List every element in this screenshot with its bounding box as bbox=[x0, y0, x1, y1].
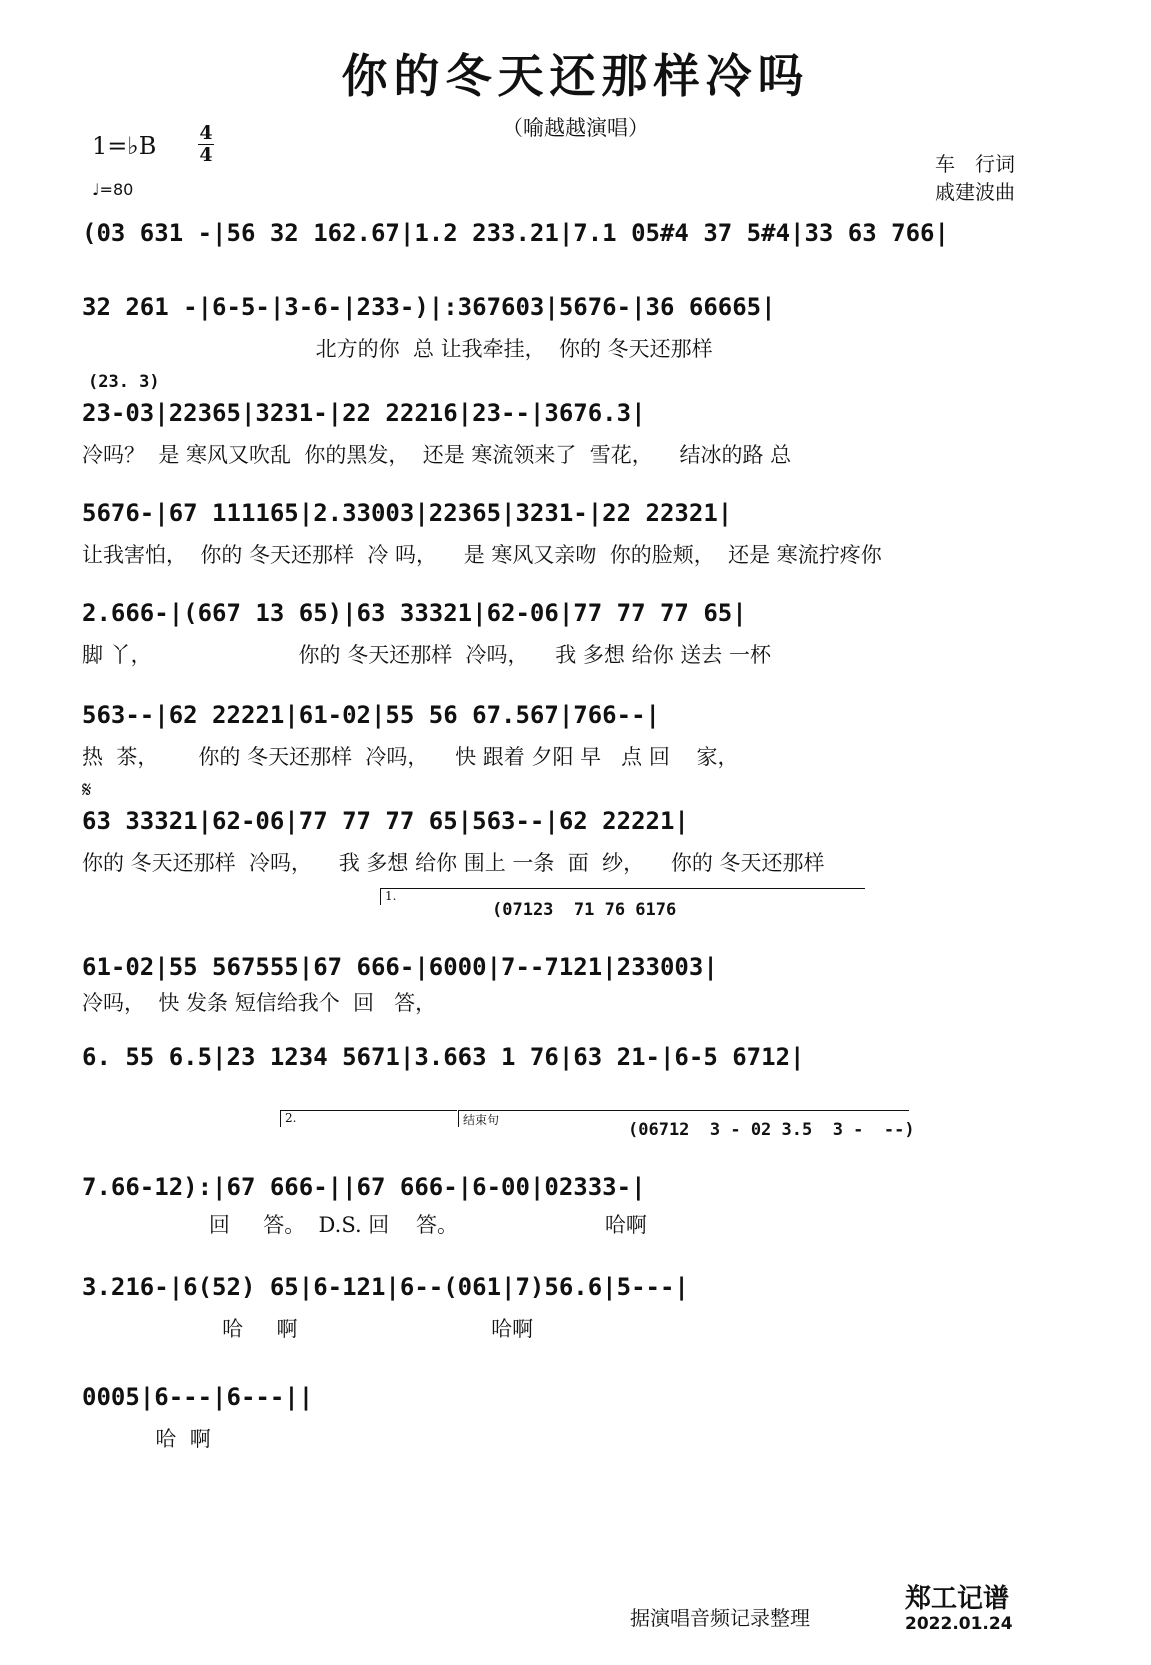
lyrics: 回 答。 D.S. 回 答。 哈啊 bbox=[82, 1213, 647, 1237]
credits bbox=[935, 150, 1015, 206]
notes: 0005|6---|6---|| bbox=[82, 1383, 314, 1411]
time-signature bbox=[198, 124, 214, 165]
lyrics: 哈 啊 bbox=[82, 1427, 211, 1451]
volta-1: 1. bbox=[380, 888, 865, 905]
alt-notes-hint: (07123 71 76 6176 bbox=[492, 900, 677, 920]
tempo-marking: ♩=80 bbox=[92, 180, 134, 199]
transcriber: 郑工记谱 bbox=[905, 1584, 1010, 1614]
lyrics: 让我害怕， 你的 冬天还那样 冷 吗， 是 寒风又亲吻 你的脸颊， 还是 寒流拧疼你 bbox=[82, 543, 882, 567]
notes: 23-03|22365|3231-|22 22216|23--|3676.3| bbox=[82, 399, 646, 427]
transcription-date: 2022.01.24 bbox=[905, 1614, 1013, 1634]
notes: 6. 55 6.5|23 1234 5671|3.663 1 76|63 21-|6-5 6712| bbox=[82, 1043, 805, 1071]
lyrics: 冷吗， 快 发条 短信给我个 回 答， bbox=[82, 991, 437, 1015]
notes: 61-02|55 567555|67 666-|6000|7--7121|233003| bbox=[82, 953, 718, 981]
song-title: 你的冬天还那样冷吗 bbox=[341, 49, 810, 103]
volta-2: 2. bbox=[280, 1110, 457, 1127]
performer-line: （喻越越演唱） bbox=[502, 116, 649, 140]
notes: 3.216-|6(52) 65|6-121|6--(061|7)56.6|5---| bbox=[82, 1273, 689, 1301]
alt-notes-hint: (06712 3 - 02 3.5 3 - --) bbox=[628, 1120, 915, 1140]
composer: 戚建波曲 bbox=[935, 180, 1015, 204]
notes: 32 261 -|6-5-|3-6-|233-)|:367603|5676-|36 66665| bbox=[82, 293, 776, 321]
notes: (03 631 -|56 32 162.67|1.2 233.21|7.1 05#4 37 5#4|33 63 766| bbox=[82, 219, 949, 247]
lyrics: 哈 啊 哈啊 bbox=[82, 1317, 534, 1341]
notes: 63 33321|62-06|77 77 77 65|563--|62 22221| bbox=[82, 807, 689, 835]
lyricist: 车 行词 bbox=[935, 152, 1015, 176]
lyrics: 你的 冬天还那样 冷吗， 我 多想 给你 围上 一条 面 纱， 你的 冬天还那样 bbox=[82, 851, 825, 875]
notes: 5676-|67 111165|2.33003|22365|3231-|22 22321| bbox=[82, 499, 733, 527]
notes: 563--|62 22221|61-02|55 56 67.567|766--| bbox=[82, 701, 660, 729]
meter-bottom: 4 bbox=[199, 144, 213, 166]
key-signature: 1=♭B bbox=[92, 132, 157, 160]
lyrics: 脚 丫， 你的 冬天还那样 冷吗， 我 多想 给你 送去 一杯 bbox=[82, 643, 771, 667]
source-note: 据演唱音频记录整理 bbox=[630, 1606, 810, 1630]
meter-top: 4 bbox=[199, 122, 213, 144]
notes: 7.66-12):|67 666-||67 666-|6-00|02333-| bbox=[82, 1173, 646, 1201]
ending-box: 结束句 bbox=[458, 1110, 909, 1127]
segno-sign: 𝄋 bbox=[82, 778, 92, 803]
notes: 2.666-|(667 13 65)|63 33321|62-06|77 77 77 65| bbox=[82, 599, 747, 627]
alt-notes-hint: (23. 3) bbox=[88, 372, 160, 392]
lyrics: 北方的你 总 让我牵挂， 你的 冬天还那样 bbox=[82, 337, 713, 361]
lyrics: 冷吗？ 是 寒风又吹乱 你的黑发， 还是 寒流领来了 雪花， 结冰的路 总 bbox=[82, 443, 792, 467]
lyrics: 热 茶， 你的 冬天还那样 冷吗， 快 跟着 夕阳 早 点 回 家， bbox=[82, 745, 739, 769]
